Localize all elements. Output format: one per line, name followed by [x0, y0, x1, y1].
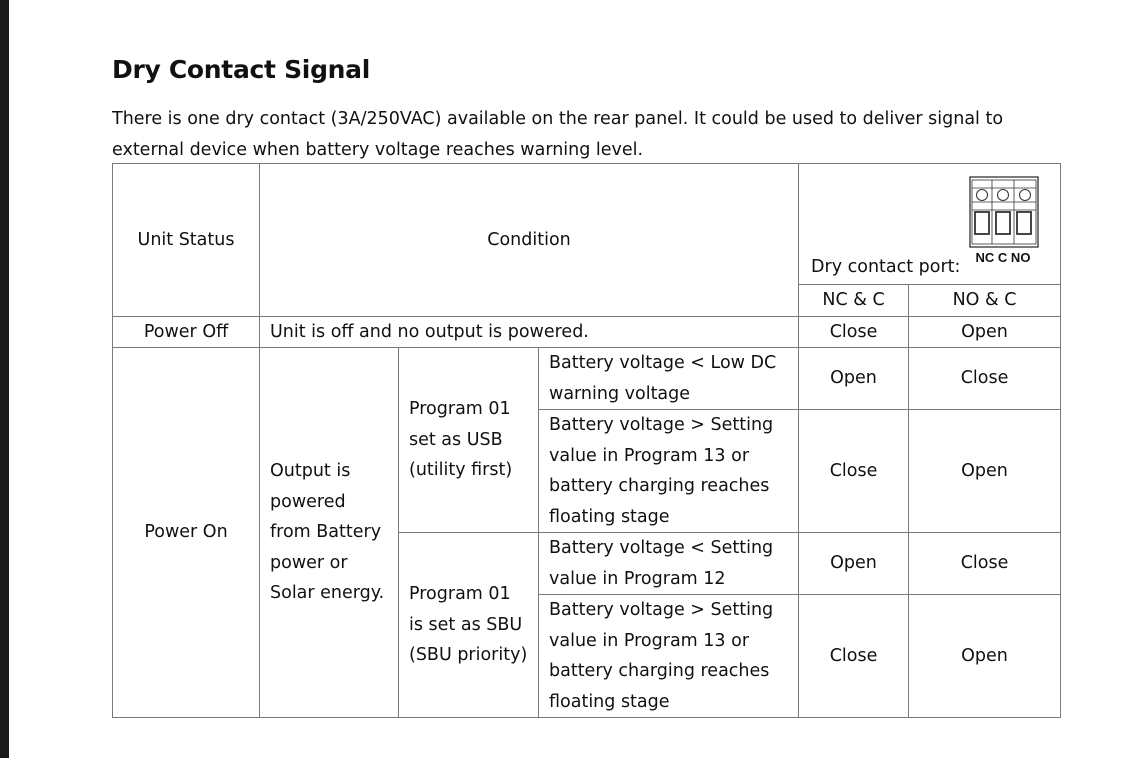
left-edge-bar [0, 0, 9, 758]
nc-c-value: Open [799, 348, 909, 410]
no-c-value: Close [909, 348, 1061, 410]
header-unit-status: Unit Status [113, 164, 260, 317]
status-power-on: Power On [113, 348, 260, 718]
power-off-no-c: Open [909, 316, 1061, 348]
section-title: Dry Contact Signal [112, 55, 371, 84]
header-row [113, 164, 1061, 285]
port-label: Dry contact port: [811, 257, 961, 277]
power-off-condition: Unit is off and no output is powered. [260, 316, 799, 348]
nc-c-value: Close [799, 410, 909, 533]
battery-condition: Battery voltage > Setting value in Program 13 or battery charging reaches floating stage [539, 595, 799, 718]
header-nc-c: NC & C [799, 285, 909, 317]
power-off-nc-c: Close [799, 316, 909, 348]
intro-paragraph: There is one dry contact (3A/250VAC) available on the rear panel. It could be used to deliver signal to external device when battery voltage reaches warning level. [112, 109, 1004, 160]
table-row [113, 348, 1061, 410]
program-usb: Program 01 set as USB (utility first) [399, 348, 539, 533]
no-c-value: Open [909, 595, 1061, 718]
output-condition: Output is powered from Battery power or Solar energy. [260, 348, 399, 718]
status-power-off: Power Off [113, 316, 260, 348]
nc-c-value: Open [799, 533, 909, 595]
battery-condition: Battery voltage < Setting value in Program 12 [539, 533, 799, 595]
no-c-value: Close [909, 533, 1061, 595]
dry-contact-table [112, 163, 1061, 718]
header-condition: Condition [260, 164, 799, 317]
nc-c-value: Close [799, 595, 909, 718]
battery-condition: Battery voltage < Low DC warning voltage [539, 348, 799, 410]
battery-condition: Battery voltage > Setting value in Program 13 or battery charging reaches floating stage [539, 410, 799, 533]
header-no-c: NO & C [909, 285, 1061, 317]
port-terminals-label: NC C NO [975, 250, 1031, 265]
no-c-value: Open [909, 410, 1061, 533]
header-dry-contact-port [799, 164, 1061, 285]
program-sbu: Program 01 is set as SBU (SBU priority) [399, 533, 539, 718]
table-row-power-off [113, 316, 1061, 348]
terminal-block-icon [969, 176, 1041, 266]
